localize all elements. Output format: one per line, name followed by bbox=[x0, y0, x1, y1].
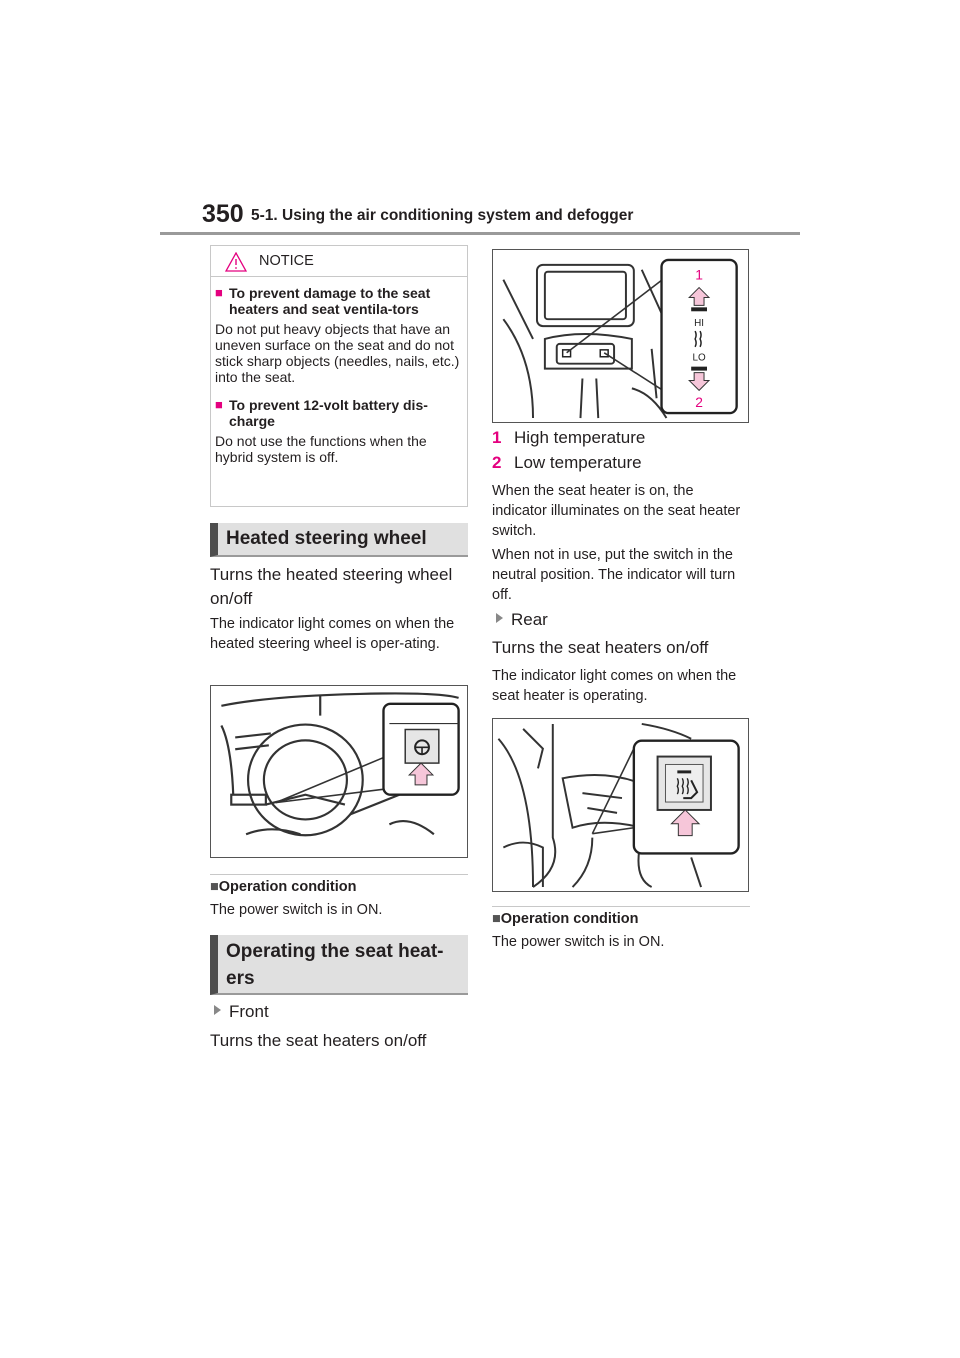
steering-wheel-illustration bbox=[210, 685, 468, 858]
callout-item: 2 Low temperature bbox=[492, 453, 642, 472]
front-label: Front bbox=[214, 1000, 269, 1024]
operation-condition-heading: ■Operation condition bbox=[210, 879, 357, 895]
seat-note-2: When not in use, put the switch in the neutral position. The indicator will turn off. bbox=[492, 547, 736, 603]
warning-triangle-icon bbox=[225, 252, 247, 272]
seat-note-1: When the seat heater is on, the indicator illuminates on the seat heater switch. bbox=[492, 483, 741, 539]
steering-note: The indicator light comes on when the heated steering wheel is oper-ating. bbox=[210, 616, 455, 652]
divider bbox=[210, 874, 468, 875]
lo-label: LO bbox=[692, 352, 706, 364]
triangle-bullet-icon bbox=[214, 1005, 221, 1015]
rear-lead: Turns the seat heaters on/off bbox=[492, 638, 709, 657]
header-divider bbox=[160, 232, 800, 235]
rear-note: The indicator light comes on when the seat heater is operating. bbox=[492, 668, 737, 704]
hi-label: HI bbox=[694, 318, 705, 330]
notice-item-text: Do not put heavy objects that have an uneven surface on the seat and do not stick sharp objects (needles, nails, etc.) into the seat. bbox=[215, 321, 460, 385]
rear-seat-heater-illustration bbox=[492, 718, 749, 892]
page-number: 350 bbox=[202, 200, 244, 228]
callout-1-label: 1 bbox=[695, 266, 703, 283]
triangle-bullet-icon bbox=[496, 613, 503, 623]
operation-condition-text: The power switch is in ON. bbox=[492, 934, 665, 950]
notice-item-text: Do not use the functions when the hybrid system is off. bbox=[215, 433, 427, 465]
callout-item: 1 High temperature bbox=[492, 428, 646, 447]
notice-box bbox=[210, 245, 468, 507]
rear-label: Rear bbox=[496, 608, 548, 632]
notice-header bbox=[211, 246, 467, 277]
operation-condition-heading: ■Operation condition bbox=[492, 911, 639, 927]
callout-2-label: 2 bbox=[695, 394, 703, 411]
seat-heaters-heading: Operating the seat heat-ers bbox=[210, 935, 468, 995]
notice-label: NOTICE bbox=[259, 253, 314, 269]
notice-item-heading: ■ To prevent damage to the seat heaters and seat ventila-tors bbox=[215, 285, 431, 317]
front-lead: Turns the seat heaters on/off bbox=[210, 1031, 427, 1050]
section-title: 5-1. Using the air conditioning system and defogger bbox=[251, 207, 634, 224]
steering-lead: Turns the heated steering wheel on/off bbox=[210, 565, 453, 608]
divider bbox=[492, 906, 750, 907]
operation-condition-text: The power switch is in ON. bbox=[210, 902, 383, 918]
notice-item-heading: ■ To prevent 12-volt battery dis-charge bbox=[215, 397, 428, 429]
front-seat-heater-illustration bbox=[492, 249, 749, 423]
heated-steering-heading: Heated steering wheel bbox=[210, 523, 468, 557]
